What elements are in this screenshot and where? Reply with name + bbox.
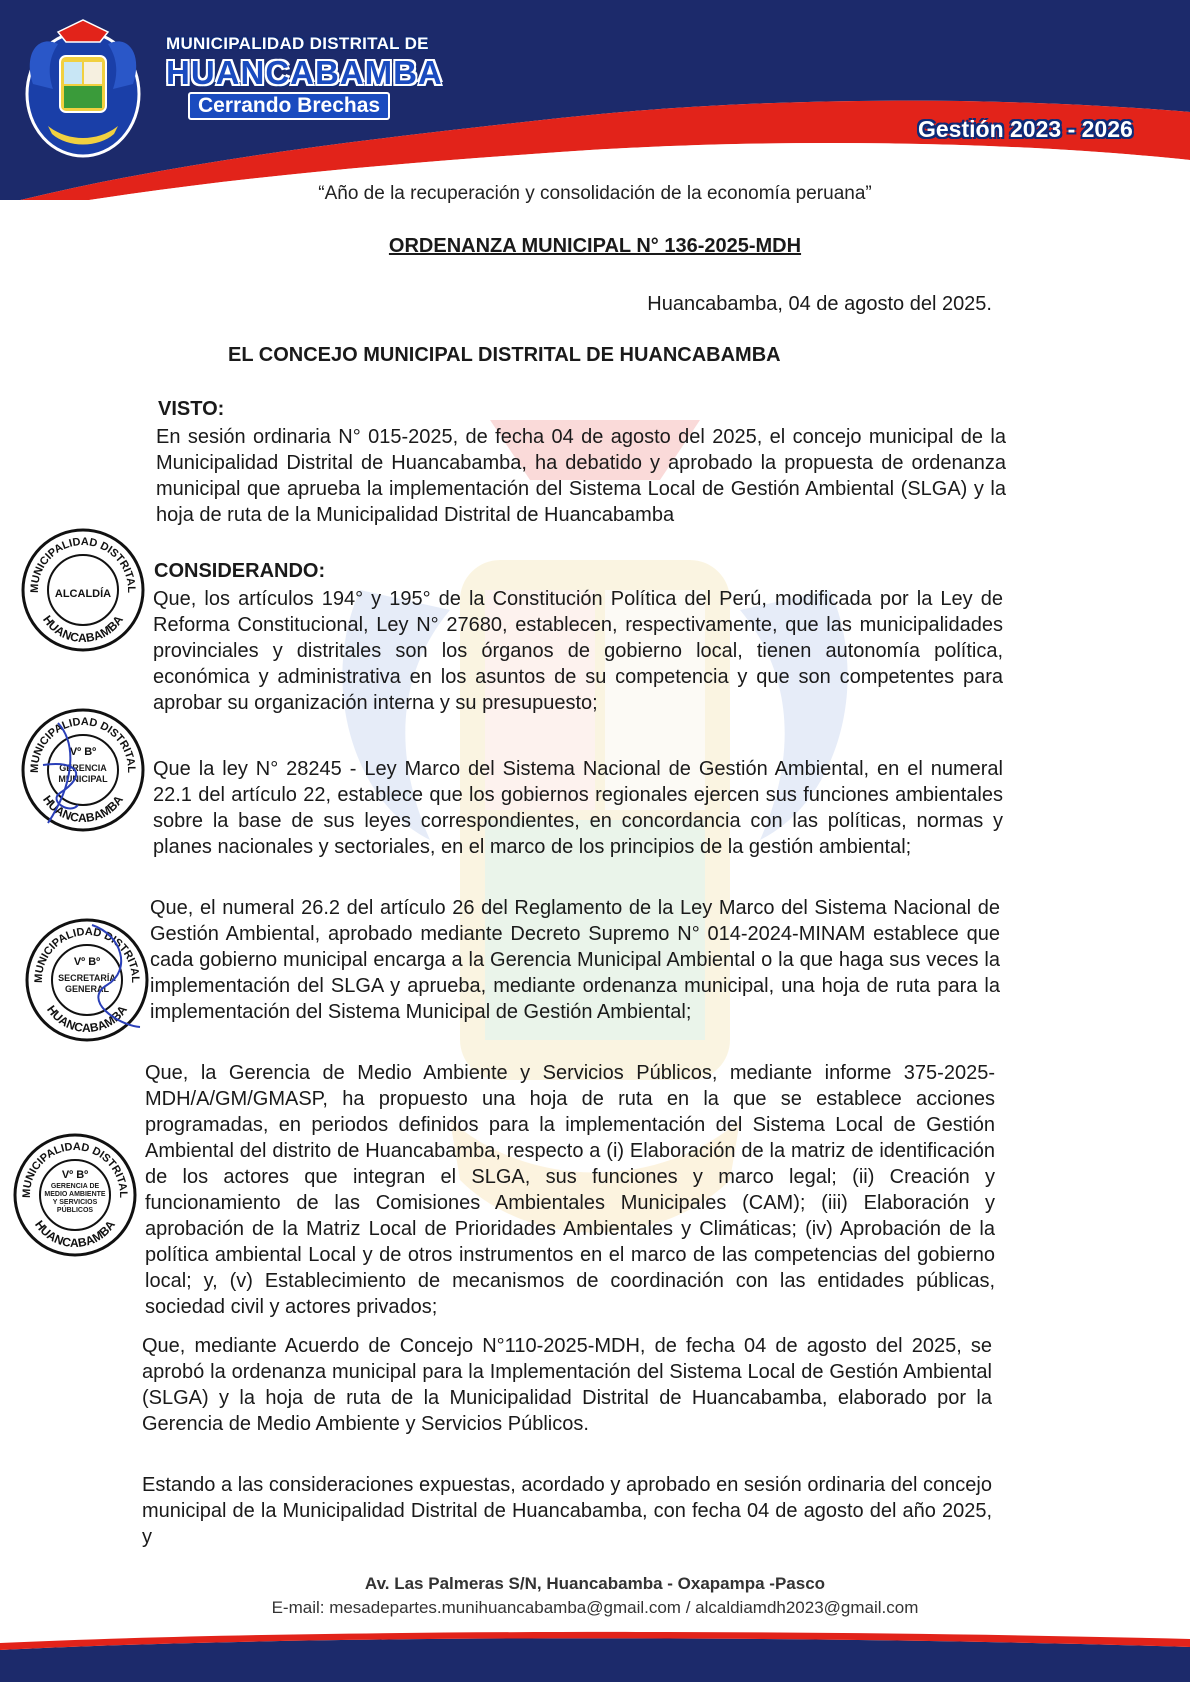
stamp-bottom-text: HUANCABAMBA (32, 1217, 118, 1251)
stamp-center-text: GERENCIA DE MEDIO AMBIENTE Y SERVICIOS PÚBLICOS (44, 1183, 106, 1214)
stamp-vb: Vº Bº (69, 746, 97, 758)
header-municipality-name: HUANCABAMBA (166, 54, 443, 91)
stamp-bottom-text: HUANCABAMBA (40, 792, 126, 826)
stamp-center-text: SECRETARÍA GENERAL (58, 973, 116, 994)
stamp-gerencia-medio-ambiente (10, 1130, 140, 1260)
council-heading: EL CONCEJO MUNICIPAL DISTRITAL DE HUANCABAMBA (228, 344, 781, 366)
stamp-top-text: MUNICIPALIDAD DISTRITAL (20, 1140, 130, 1199)
stamp-secretaria-general (22, 915, 152, 1045)
stamp-bottom-text: HUANCABAMBA (44, 1002, 130, 1036)
considerando-heading: CONSIDERANDO: (154, 560, 326, 582)
header-band (0, 0, 1190, 200)
stamp-bottom-text: HUANCABAMBA (40, 612, 126, 646)
stamp-alcaldia (18, 525, 148, 655)
stamp-top-text: MUNICIPALIDAD DISTRITAL (32, 925, 142, 984)
stamp-top-text: MUNICIPALIDAD DISTRITAL (28, 715, 138, 774)
closing-paragraph: Estando a las consideraciones expuestas, acordado y aprobado en sesión ordinaria del concejo municipal de la Municipalidad Distrital de Huancabamba, con fecha 04 de agosto del año 2025, y (142, 1474, 992, 1548)
footer-band (0, 1625, 1190, 1682)
ordinance-title: ORDENANZA MUNICIPAL N° 136-2025-MDH (388, 235, 802, 257)
considerando-paragraph-5: Que, mediante Acuerdo de Concejo N°110-2025-MDH, de fecha 04 de agosto del 2025, se aprobó la ordenanza municipal para la Implementación del Sistema Local de Gestión Ambiental (SLGA) y la hoja de ruta de la Municipalidad Distrital de Huancabamba, elaborado por la Gerencia de Medio Ambiente y Servicios Públicos. (142, 1335, 992, 1435)
stamp-vb: Vº Bº (73, 956, 101, 968)
stamp-vb: Vº Bº (61, 1169, 89, 1181)
stamp-top-text: MUNICIPALIDAD DISTRITAL (28, 535, 138, 594)
visto-paragraph: En sesión ordinaria N° 015-2025, de fecha 04 de agosto del 2025, el concejo municipal de la Municipalidad Distrital de Huancabamba, ha debatido y aprobado la propuesta de ordenanza municipal que aprueba la implementación del Sistema Local de Gestión Ambiental (SLGA) y la hoja de ruta de la Municipalidad Distrital de Huancabamba (156, 426, 1006, 526)
considerando-paragraph-1: Que, los artículos 194° y 195° de la Constitución Política del Perú, modificada por la Ley de Reforma Constitucional, Ley N° 27680, establecen, respectivamente, que las municipalidades provinciales y distritales son los órganos de gobierno local, tienen autonomía política, económica y administrativa en los asuntos de su competencia y que son competentes para aprobar su organización interna y su presupuesto; (153, 588, 1003, 714)
footer-email: E-mail: mesadepartes.munihuancabamba@gmail.com / alcaldiamdh2023@gmail.com (271, 1598, 919, 1617)
considerando-paragraph-4: Que, la Gerencia de Medio Ambiente y Servicios Públicos, mediante informe 375-2025-MDH/A/GM/GMASP, ha propuesto una hoja de ruta en la que se establece acciones programadas, en periodos definidos para la implementación del Sistema Local de Gestión Ambiental del distrito de Huancabamba, respecto a (i) Elaboración de la matriz de identificación de los actores que integran el SLGA, sus funciones y marco legal; (ii) Creación y funcionamiento de las Comisiones Ambientales Municipales (CAM); (iii) Elaboración y aprobación de la Matriz Local de Prioridades Ambientales y Climáticas; (iv) Aprobación de la política ambiental Local y de otros instrumentos en el marco de las competencias del gobierno local; y, (v) Establecimiento de mecanismos de coordinación con las entidades públicas, sociedad civil y actores privados; (145, 1062, 995, 1318)
header-slogan: Cerrando Brechas (188, 92, 390, 120)
stamp-center-text: ALCALDÍA (54, 588, 112, 600)
stamp-gerencia-municipal (18, 705, 148, 835)
considerando-paragraph-3: Que, el numeral 26.2 del artículo 26 del Reglamento de la Ley Marco del Sistema Nacional de Gestión Ambiental, aprobado mediante Decreto Supremo N° 014-2024-MINAM establece que cada gobierno municipal encarga a la Gerencia Municipal Ambiental o la que haga sus veces la implementación del SLGA y aprueba, mediante ordenanza municipal, una hoja de ruta para la implementación del Sistema Municipal de Gestión Ambiental; (150, 897, 1000, 1023)
header-municipality-label: MUNICIPALIDAD DISTRITAL DE (166, 34, 429, 53)
header-gestion-period: Gestión 2023 - 2026 (918, 116, 1133, 142)
place-and-date: Huancabamba, 04 de agosto del 2025. (647, 293, 992, 315)
footer-address: Av. Las Palmeras S/N, Huancabamba - Oxapampa -Pasco (364, 1574, 826, 1593)
year-motto: “Año de la recuperación y consolidación de la economía peruana” (318, 183, 872, 204)
stamp-center-text: GERENCIA MUNICIPAL (58, 763, 108, 784)
municipal-crest-logo (18, 14, 148, 164)
visto-heading: VISTO: (158, 398, 225, 420)
considerando-paragraph-2: Que la ley N° 28245 - Ley Marco del Sistema Nacional de Gestión Ambiental, en el numeral 22.1 del artículo 22, establece que los gobiernos regionales ejercen sus funciones ambientales sobre la base de sus leyes correspondientes, en concordancia con las políticas, normas y planes nacionales y sectoriales, en el marco de los principios de la gestión ambiental; (153, 758, 1003, 858)
